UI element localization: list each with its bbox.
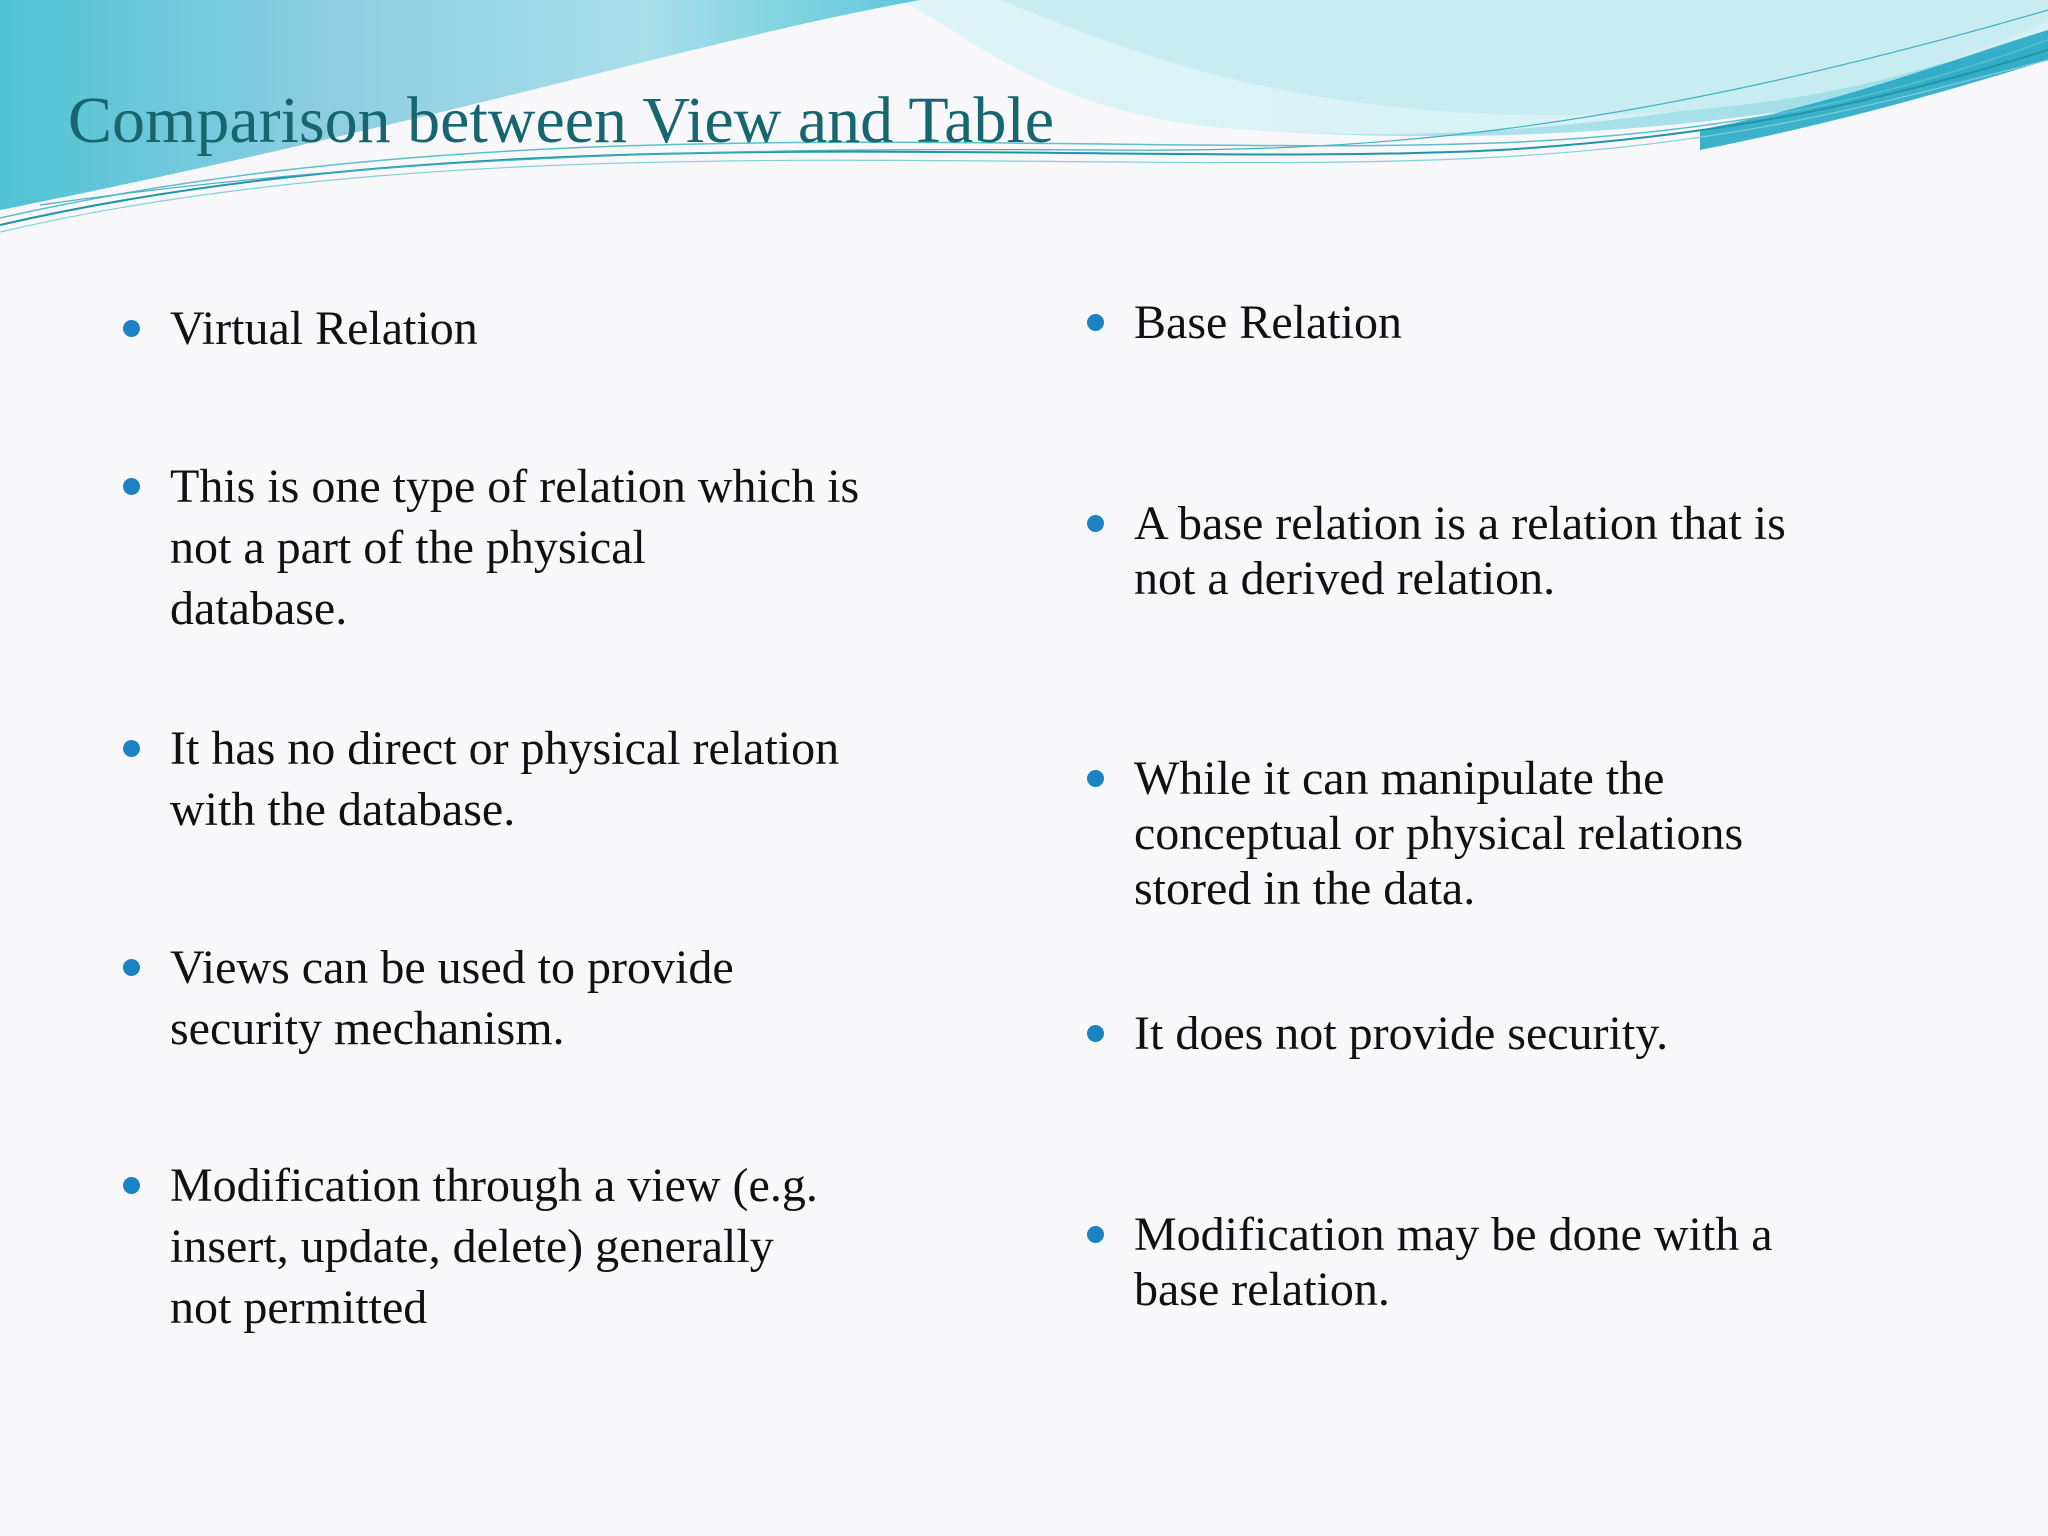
left-bullet-2-text: This is one type of relation which is not a part of the physical database. <box>170 460 860 635</box>
bullet-icon <box>1087 314 1104 331</box>
bullet-icon <box>1087 1226 1104 1243</box>
bullet-icon <box>123 1177 140 1194</box>
right-bullet-1-text: Base Relation <box>1134 296 1402 349</box>
left-bullet-1-text: Virtual Relation <box>170 302 478 355</box>
left-bullet-4 <box>170 937 734 1059</box>
bullet-icon <box>123 478 140 495</box>
left-bullet-4-text: Views can be used to provide security mechanism. <box>170 941 734 1055</box>
right-bullet-5 <box>1134 1207 1773 1317</box>
bullet-icon <box>123 320 140 337</box>
left-bullet-3 <box>170 718 839 840</box>
bullet-icon <box>1087 515 1104 532</box>
right-bullet-5-text: Modification may be done with a base relation. <box>1134 1208 1773 1316</box>
page-title: Comparison between View and Table <box>68 84 1055 157</box>
left-bullet-1 <box>170 298 478 359</box>
right-bullet-4-text: It does not provide security. <box>1134 1007 1669 1060</box>
left-bullet-5 <box>170 1155 818 1338</box>
bullet-icon <box>123 959 140 976</box>
bullet-icon <box>1087 1025 1104 1042</box>
right-bullet-3-text: While it can manipulate the conceptual or physical relations stored in the data. <box>1134 752 1744 915</box>
left-bullet-5-text: Modification through a view (e.g. insert, update, delete) generally not permitted <box>170 1159 818 1334</box>
right-bullet-4 <box>1134 1006 1668 1061</box>
right-bullet-2 <box>1134 496 1786 606</box>
left-bullet-2 <box>170 456 859 639</box>
right-bullet-2-text: A base relation is a relation that is not a derived relation. <box>1134 497 1786 605</box>
right-bullet-3 <box>1134 751 1743 916</box>
bullet-icon <box>123 740 140 757</box>
right-bullet-1 <box>1134 295 1402 350</box>
left-bullet-3-text: It has no direct or physical relation with the database. <box>170 722 840 836</box>
bullet-icon <box>1087 770 1104 787</box>
